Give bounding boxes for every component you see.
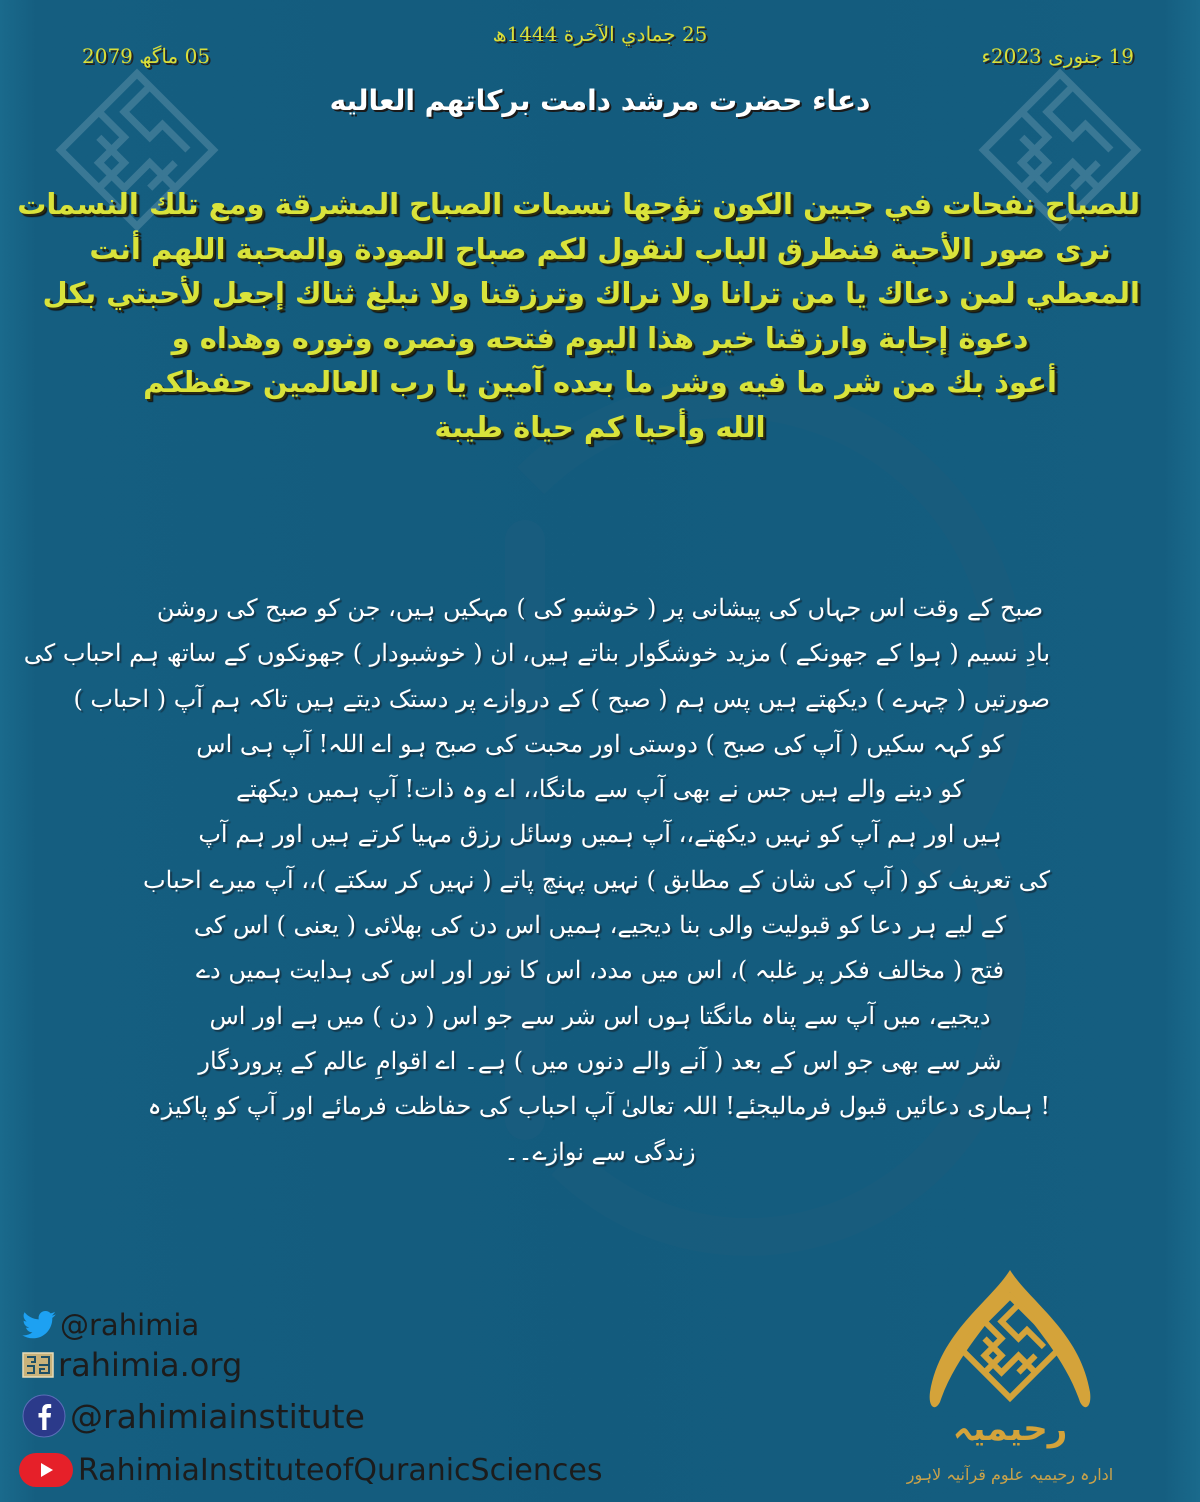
urdu-line: کی تعریف کو ( آپ کی شان کے مطابق ) نہیں پہنچ پاتے ( نہیں کر سکتے )،، آپ میرے احباب	[143, 865, 1050, 894]
urdu-line: زندگی سے نوازے۔۔	[504, 1137, 696, 1166]
urdu-line: صورتیں ( چہرے ) دیکھتے ہیں پس ہم ( صبح ) کے دروازے پر دستک دیتے ہیں تاکہ ہم آپ ( احباب )	[73, 684, 1050, 713]
social-facebook[interactable]	[22, 1394, 365, 1438]
urdu-line: ہیں اور ہم آپ کو نہیں دیکھتے،، آپ ہمیں وسائل رزق مہیا کرتے ہیں اور ہم آپ	[198, 820, 1002, 849]
arabic-dua	[17, 182, 1140, 449]
twitter-handle[interactable]: @rahimia	[60, 1308, 200, 1342]
urdu-line: بادِ نسیم ( ہوا کے جھونکے ) مزید خوشگوار بناتے ہیں، ان ( خوشبودار ) جھونکوں کے ساتھ ہم احباب کی	[23, 639, 1050, 668]
social-twitter[interactable]	[22, 1308, 199, 1342]
social-website[interactable]	[22, 1346, 242, 1384]
urdu-line: کو کہہ سکیں ( آپ کی صبح ) دوستی اور محبت کی صبح ہو اے اللہ! آپ ہی اس	[196, 729, 1004, 758]
page-title: دعاء حضرت مرشد دامت برکاتهم العالیه	[329, 84, 871, 117]
social-youtube[interactable]	[18, 1452, 602, 1488]
urdu-line: دیجیے، میں آپ سے پناہ مانگتا ہوں اس شر سے جو اس ( دن ) میں ہے اور اس	[209, 1001, 991, 1030]
logo-name: رحیمیہ	[952, 1409, 1068, 1449]
facebook-handle[interactable]: @rahimiainstitute	[70, 1396, 365, 1436]
urdu-line: فتح ( مخالف فکر پر غلبہ )، اس میں مدد، اس کا نور اور اس کی ہدایت ہمیں دے	[195, 956, 1005, 985]
website-link[interactable]: rahimia.org	[58, 1346, 243, 1384]
gregorian-date: 19 جنوری 2023ء	[981, 44, 1134, 68]
twitter-icon	[22, 1311, 56, 1339]
urdu-line: شر سے بھی جو اس کے بعد ( آنے والے دنوں میں ) ہے۔ اے اقوامِ عالم کے پروردگار	[198, 1046, 1002, 1075]
arabic-line: للصباح نفحات في جبين الكون تؤجها نسمات الصباح المشرقة ومع تلك النسمات	[17, 187, 1140, 221]
logo-subtitle: ادارہ رحیمیہ علوم قرآنیہ لاہور	[906, 1465, 1114, 1484]
youtube-channel[interactable]: RahimiaInstituteofQuranicSciences	[78, 1452, 603, 1488]
hijri-date: 25 جمادي الآخرة 1444ھ	[492, 22, 708, 46]
arabic-line: المعطي لمن دعاك يا من ترانا ولا نراك وترزقنا ولا نبلغ ثناك إجعل لأحبتي بكل	[42, 276, 1140, 310]
urdu-line: صبح کے وقت اس جہاں کی پیشانی پر ( خوشبو کی ) مہکیں ہیں، جن کو صبح کی روشن	[156, 594, 1044, 622]
urdu-line: کے لیے ہر دعا کو قبولیت والی بنا دیجیے، ہمیں اس دن کی بھلائی ( یعنی ) اس کی	[193, 911, 1007, 940]
urdu-translation	[23, 586, 1050, 1175]
arabic-line: الله وأحيا كم حياة طيبة	[434, 409, 766, 444]
facebook-icon	[22, 1394, 66, 1438]
youtube-icon	[18, 1452, 74, 1488]
rahimia-logo	[900, 1262, 1120, 1498]
urdu-line: کو دینے والے ہیں جس نے بھی آپ سے مانگا،، اے وہ ذات! آپ ہمیں دیکھتے	[235, 775, 965, 804]
arabic-line: دعوة إجابة وارزقنا خير هذا اليوم فتحه ونصره ونوره وهداه و	[171, 320, 1029, 355]
arabic-line: أعوذ بك من شر ما فيه وشر ما بعده آمين يا رب العالمين حفظكم	[143, 365, 1057, 399]
arabic-line: نرى صور الأحبة فنطرق الباب لنقول لكم صباح المودة والمحبة اللهم أنت	[89, 231, 1111, 266]
bikrami-date: 05 ماگھ 2079	[82, 44, 211, 68]
rahimia-knot-icon	[22, 1352, 54, 1378]
urdu-line: ! ہماری دعائیں قبول فرمالیجئے! اللہ تعالیٰ آپ احباب کی حفاظت فرمائے اور آپ کو پاکیزہ	[147, 1092, 1050, 1121]
